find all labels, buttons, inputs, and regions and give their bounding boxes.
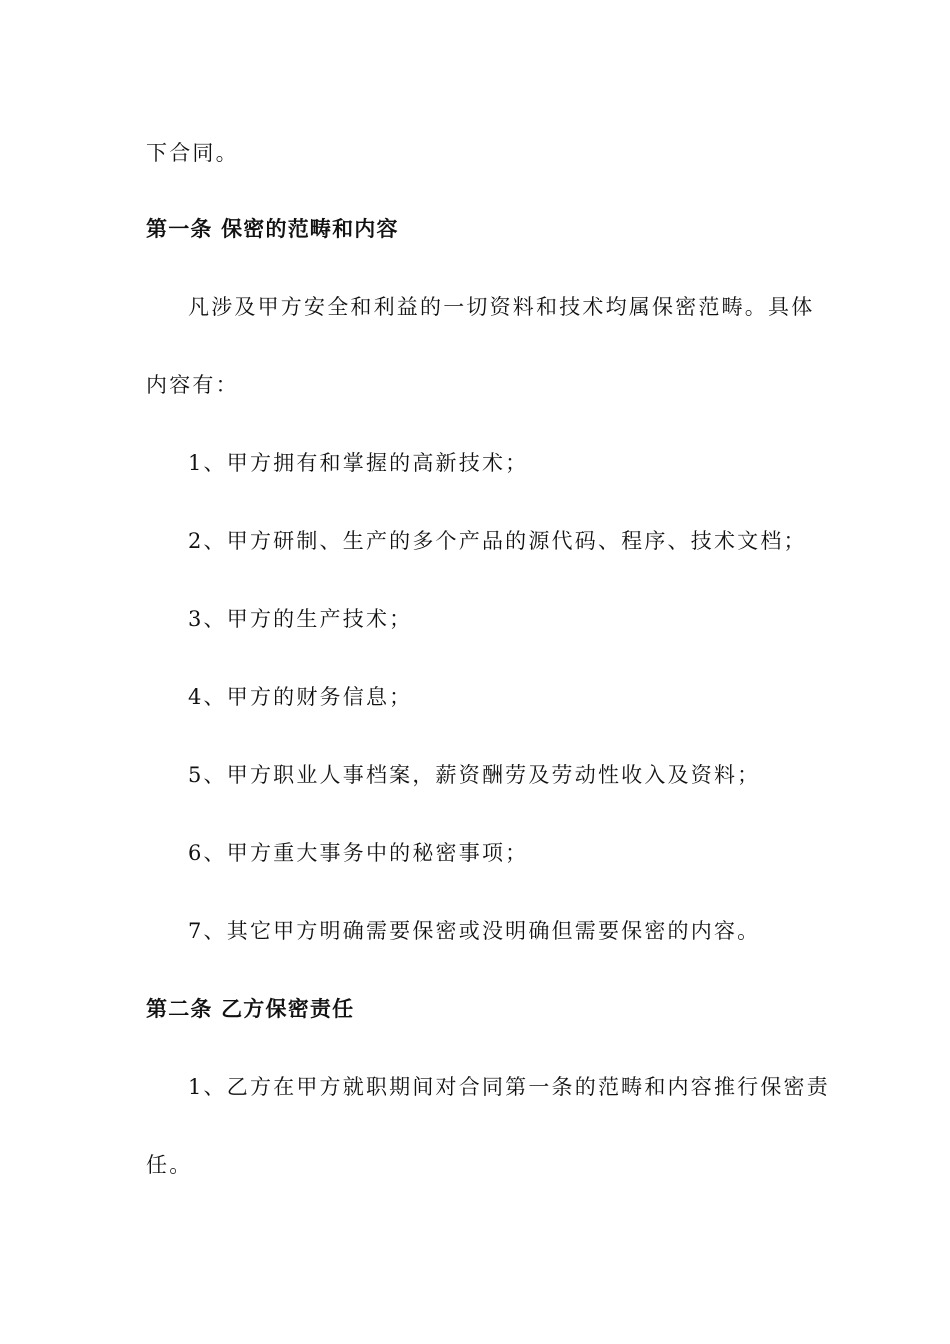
list-item-2: 2、甲方研制、生产的多个产品的源代码、程序、技术文档； [188, 529, 807, 553]
article-1-intro: 凡涉及甲方安全和利益的一切资料和技术均属保密范畴。具体 [188, 295, 815, 319]
article-2-item-1: 1、乙方在甲方就职期间对合同第一条的范畴和内容推行保密责 [188, 1075, 830, 1099]
list-item-1: 1、甲方拥有和掌握的高新技术； [188, 451, 529, 475]
article-1-intro-continuation: 内容有： [146, 373, 239, 397]
list-item-5: 5、甲方职业人事档案，薪资酬劳及劳动性收入及资料； [188, 763, 761, 787]
list-item-7: 7、其它甲方明确需要保密或没明确但需要保密的内容。 [188, 919, 761, 943]
list-item-6: 6、甲方重大事务中的秘密事项； [188, 841, 529, 865]
list-item-4: 4、甲方的财务信息； [188, 685, 413, 709]
list-item-3: 3、甲方的生产技术； [188, 607, 413, 631]
paragraph-continuation: 下合同。 [146, 141, 239, 165]
article-2-heading: 第二条 乙方保密责任 [146, 997, 355, 1021]
article-1-heading: 第一条 保密的范畴和内容 [146, 217, 399, 241]
article-2-item-1-continuation: 任。 [146, 1153, 193, 1177]
